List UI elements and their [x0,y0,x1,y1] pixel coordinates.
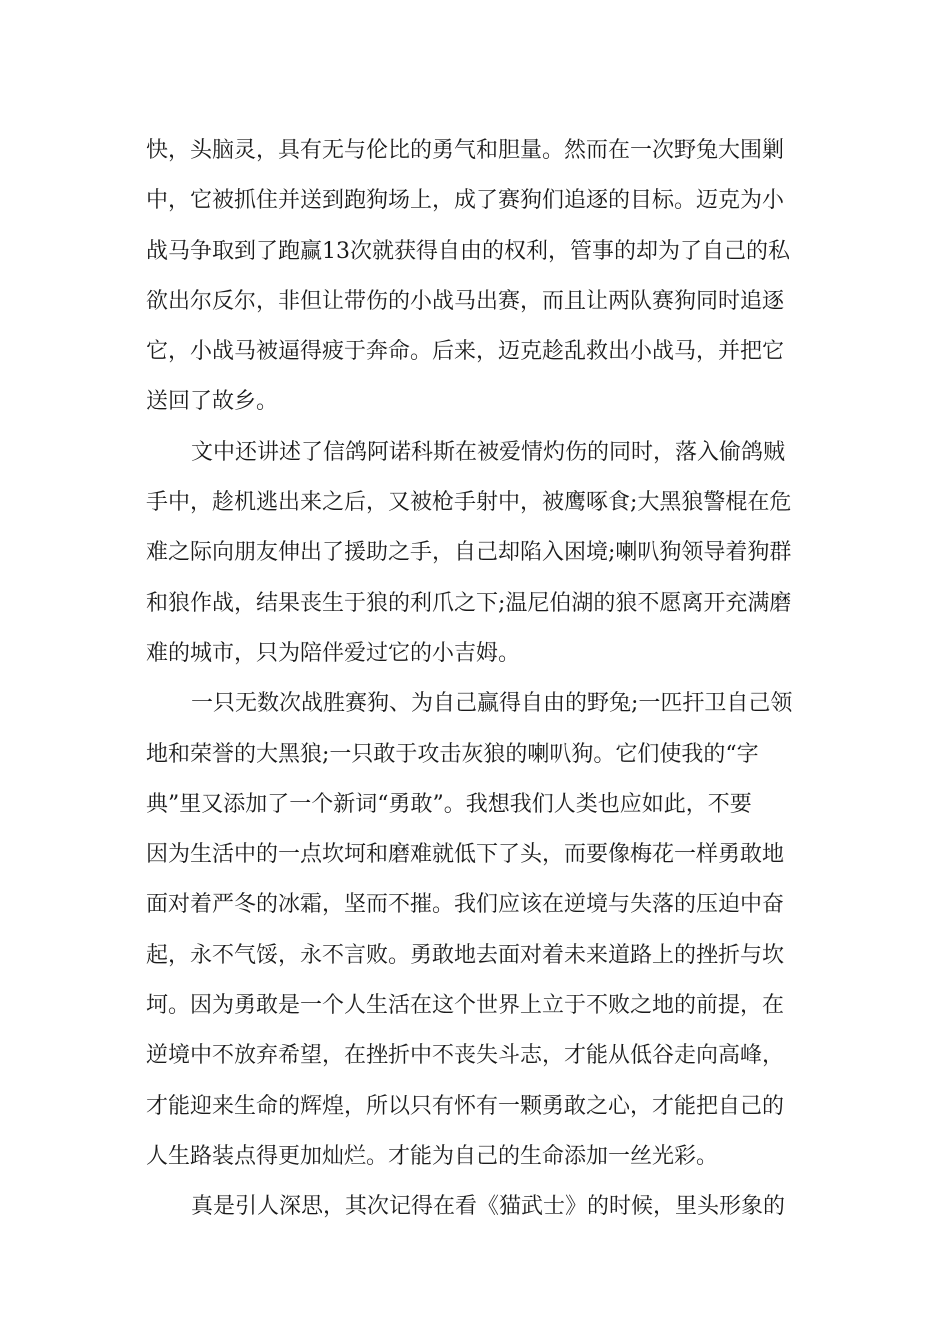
paragraph-first-line: 真是引人深思，其次记得在看《猫武士》的时候，里头形象的 [191,1194,786,1220]
text-line: 坷。因为勇敢是一个人生活在这个世界上立于不败之地的前提，在 [146,993,785,1019]
text-line: 战马争取到了跑赢13次就获得自由的权利，管事的却为了自己的私 [146,238,790,264]
text-line: 才能迎来生命的辉煌，所以只有怀有一颗勇敢之心，才能把自己的 [146,1093,785,1119]
text-line: 和狼作战，结果丧生于狼的利爪之下;温尼伯湖的狼不愿离开充满磨 [146,590,792,616]
text-line: 地和荣誉的大黑狼;一只敢于攻击灰狼的喇叭狗。它们使我的“字 [146,741,759,767]
body-text [146,126,816,1233]
paragraph-first-line: 一只无数次战胜赛狗、为自己赢得自由的野兔;一匹扞卫自己领 [191,691,793,717]
text-line: 欲出尔反尔，非但让带伤的小战马出赛，而且让两队赛狗同时追逐 [146,288,785,314]
text-line: 手中，趁机逃出来之后，又被枪手射中，被鹰啄食;大黑狼警棍在危 [146,490,792,516]
text-line: 难之际向朋友伸出了援助之手，自己却陷入困境;喇叭狗领导着狗群 [146,540,792,566]
text-line: 送回了故乡。 [146,389,279,415]
text-line: 面对着严冬的冰霜，坚而不摧。我们应该在逆境与失落的压迫中奋 [146,892,785,918]
text-line: 起，永不气馁，永不言败。勇敢地去面对着未来道路上的挫折与坎 [146,942,785,968]
text-line: 逆境中不放弃希望，在挫折中不丧失斗志，才能从低谷走向高峰， [146,1043,785,1069]
paragraph-first-line: 文中还讲述了信鸽阿诺科斯在被爱情灼伤的同时，落入偷鸽贼 [191,439,786,465]
text-line: 难的城市，只为陪伴爱过它的小吉姆。 [146,640,521,666]
text-line: 中，它被抓住并送到跑狗场上，成了赛狗们追逐的目标。迈克为小 [146,188,785,214]
text-line: 人生路装点得更加灿烂。才能为自己的生命添加一丝光彩。 [146,1143,719,1169]
text-line: 典”里又添加了一个新词“勇敢”。我想我们人类也应如此，不要 [146,791,752,817]
text-line: 因为生活中的一点坎坷和磨难就低下了头，而要像梅花一样勇敢地 [146,842,785,868]
text-line: 它，小战马被逼得疲于奔命。后来，迈克趁乱救出小战马，并把它 [146,339,785,365]
text-line: 快，头脑灵，具有无与伦比的勇气和胆量。然而在一次野兔大围剿 [146,138,785,163]
